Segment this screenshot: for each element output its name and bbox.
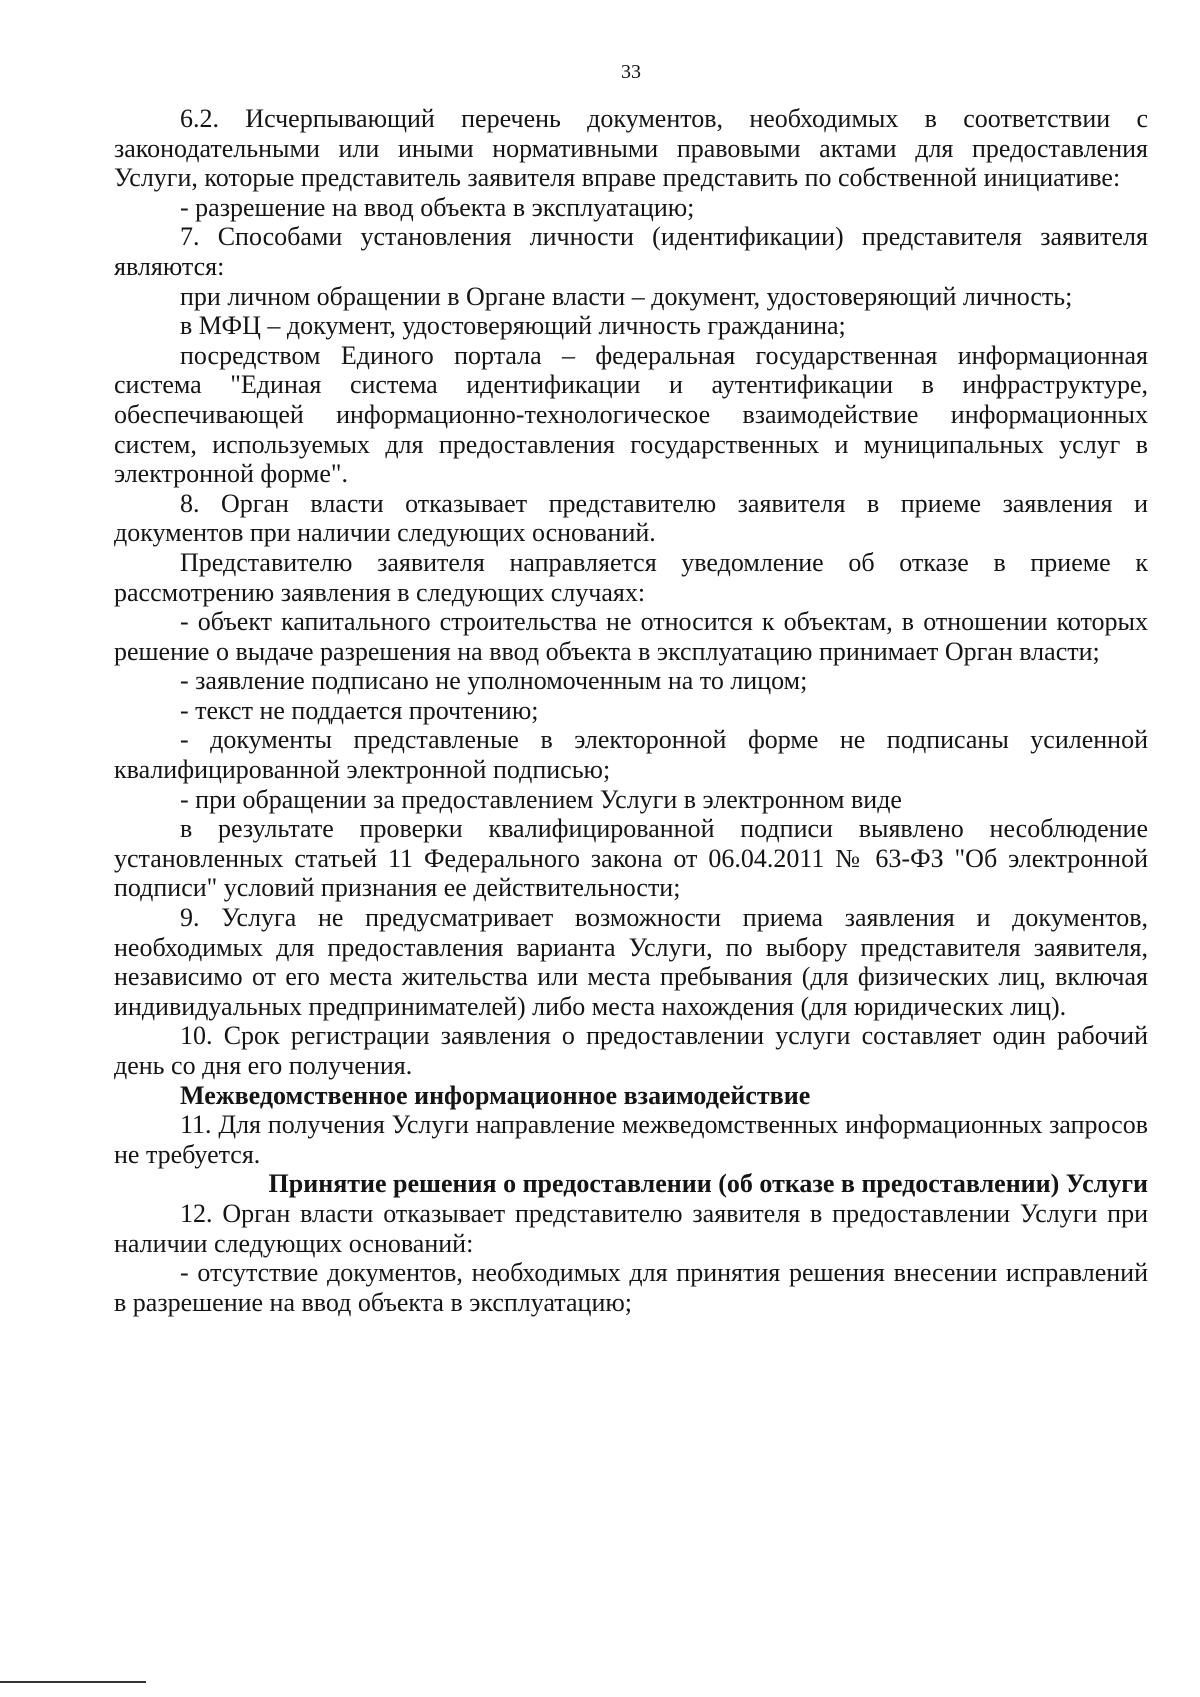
- paragraph-10: 10. Срок регистрации заявления о предоставлении услуги составляет один рабочий день со дня его получения.: [114, 1021, 1148, 1080]
- paragraph-7: 7. Способами установления личности (идентификации) представителя заявителя являются:: [114, 222, 1148, 281]
- paragraph-7-portal: посредством Единого портала – федеральная государственная информационная система "Единая система идентификации и аутентификации в инфраструктуре, обеспечивающей информационно-технологическое взаимодействие информационных систем, используемых для предоставления государственных и муниципальных услуг в электронной форме".: [114, 340, 1148, 489]
- page-number: 33: [621, 61, 641, 83]
- paragraph-8-notice: Представителю заявителя направляется уведомление об отказе в приеме к рассмотрению заявления в следующих случаях:: [114, 547, 1148, 607]
- paragraph-7-mfc: в МФЦ – документ, удостоверяющий личность гражданина;: [180, 311, 846, 341]
- list-item-electronic: - при обращении за предоставлением Услуги в электронном виде: [180, 784, 902, 814]
- list-item-missing-documents: - отсутствие документов, необходимых для принятия решения внесении исправлений в разрешение на ввод объекта в эксплуатацию;: [114, 1258, 1148, 1317]
- list-item-unauthorized: - заявление подписано не уполномоченным на то лицом;: [180, 666, 808, 696]
- list-item-permit: - разрешение на ввод объекта в эксплуатацию;: [180, 192, 695, 222]
- section-heading-interagency: Межведомственное информационное взаимодействие: [180, 1080, 811, 1110]
- list-item-unsigned: - документы представленые в электоронной форме не подписаны усиленной квалифицированной электронной подписью;: [114, 725, 1148, 785]
- paragraph-12: 12. Орган власти отказывает представителю заявителя в предоставлении Услуги при наличии следующих оснований:: [114, 1198, 1148, 1258]
- section-heading-decision: Принятие решения о предоставлении (об отказе в предоставлении) Услуги: [268, 1169, 1148, 1199]
- list-item-object: - объект капитального строительства не относится к объектам, в отношении которых решение о выдаче разрешения на ввод объекта в эксплуатацию принимает Орган власти;: [114, 607, 1148, 666]
- paragraph-7-authority: при личном обращении в Органе власти – документ, удостоверяющий личность;: [180, 281, 1073, 311]
- footer-rule: [0, 1681, 146, 1683]
- paragraph-9: 9. Услуга не предусматривает возможности приема заявления и документов, необходимых для предоставления варианта Услуги, по выбору представителя заявителя, независимо от его места жительства или места пребывания (для физических лиц, включая индивидуальных предпринимателей) либо места нахождения (для юридических лиц).: [114, 903, 1148, 1021]
- paragraph-6-2: 6.2. Исчерпывающий перечень документов, необходимых в соответствии с законодательными или иными нормативными правовыми актами для предоставления Услуги, которые представитель заявителя вправе представить по собственной инициативе:: [114, 104, 1148, 193]
- paragraph-11: 11. Для получения Услуги направление межведомственных информационных запросов не требуется.: [114, 1110, 1148, 1169]
- paragraph-8: 8. Орган власти отказывает представителю заявителя в приеме заявления и документов при наличии следующих оснований.: [114, 488, 1148, 548]
- paragraph-signature-check: в результате проверки квалифицированной подписи выявлено несоблюдение установленных статьей 11 Федерального закона от 06.04.2011 № 63-ФЗ "Об электронной подписи" условий признания ее действительности;: [114, 814, 1148, 903]
- document-body: [114, 104, 1148, 1317]
- list-item-unreadable: - текст не поддается прочтению;: [180, 695, 539, 725]
